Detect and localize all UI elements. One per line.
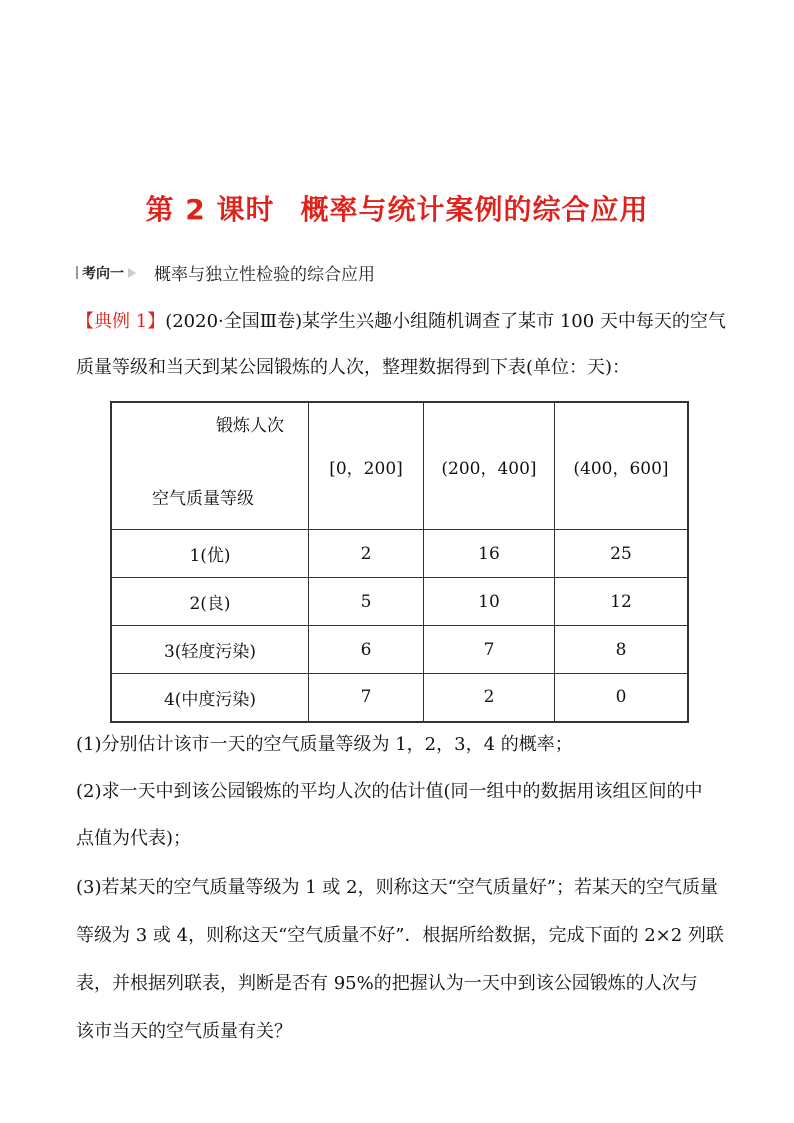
tag-bar-icon [76,266,78,279]
table-cell: 2 [424,674,555,722]
header-bottom-label: 空气质量等级 [152,489,254,509]
lesson-number: 第 2 课时 [145,193,275,226]
table-cell: 25 [555,530,689,578]
table-row [111,530,688,578]
table-cell: 6 [309,626,424,674]
column-header: [0，200] [309,402,424,530]
row-label: 3(轻度污染) [111,626,309,674]
table-cell: 7 [424,626,555,674]
table-row [111,626,688,674]
row-label: 2(良) [111,578,309,626]
question-2-line-2: 点值为代表)； [76,828,192,849]
data-table [110,401,689,723]
table-cell: 16 [424,530,555,578]
diagonal-header-cell [111,402,309,530]
table-cell: 8 [555,626,689,674]
example-label: 【典例 1】 [76,311,166,332]
question-1: (1)分别估计该市一天的空气质量等级为 1，2，3，4 的概率； [76,734,573,755]
example-line-1 [76,310,726,334]
row-label: 4(中度污染) [111,674,309,722]
table-cell: 2 [309,530,424,578]
table-row [111,578,688,626]
question-2-line-1: (2)求一天中到该公园锻炼的平均人次的估计值(同一组中的数据用该组区间的中 [76,781,703,802]
question-3-line-1: (3)若某天的空气质量等级为 1 或 2，则称这天“空气质量好”；若某天的空气质量 [76,877,718,898]
table-cell: 12 [555,578,689,626]
topic-text: 概率与独立性检验的综合应用 [154,265,375,285]
lesson-name: 概率与统计案例的综合应用 [300,193,649,226]
row-label: 1(优) [111,530,309,578]
question-3-line-2: 等级为 3 或 4，则称这天“空气质量不好”．根据所给数据，完成下面的 2×2 列联 [76,925,724,946]
topic-tag-label: 考向一 [82,265,124,282]
column-header: (200，400] [424,402,555,530]
table-cell: 0 [555,674,689,722]
header-top-label: 锻炼人次 [216,416,284,436]
example-line-2: 质量等级和当天到某公园锻炼的人次，整理数据得到下表(单位：天)： [76,357,631,378]
table-cell: 7 [309,674,424,722]
table-row [111,674,688,722]
question-3-line-4: 该市当天的空气质量有关？ [76,1021,292,1042]
arrow-right-icon [128,268,136,278]
table-cell: 10 [424,578,555,626]
question-3-line-3: 表，并根据列联表，判断是否有 95%的把握认为一天中到该公园锻炼的人次与 [76,973,698,994]
topic-tag [76,263,136,283]
table-header-row [111,402,688,530]
column-header: (400，600] [555,402,689,530]
table-cell: 5 [309,578,424,626]
page-title [0,188,794,228]
topic-heading [76,260,375,285]
example-text-1: (2020·全国Ⅲ卷)某学生兴趣小组随机调查了某市 100 天中每天的空气 [165,311,726,332]
